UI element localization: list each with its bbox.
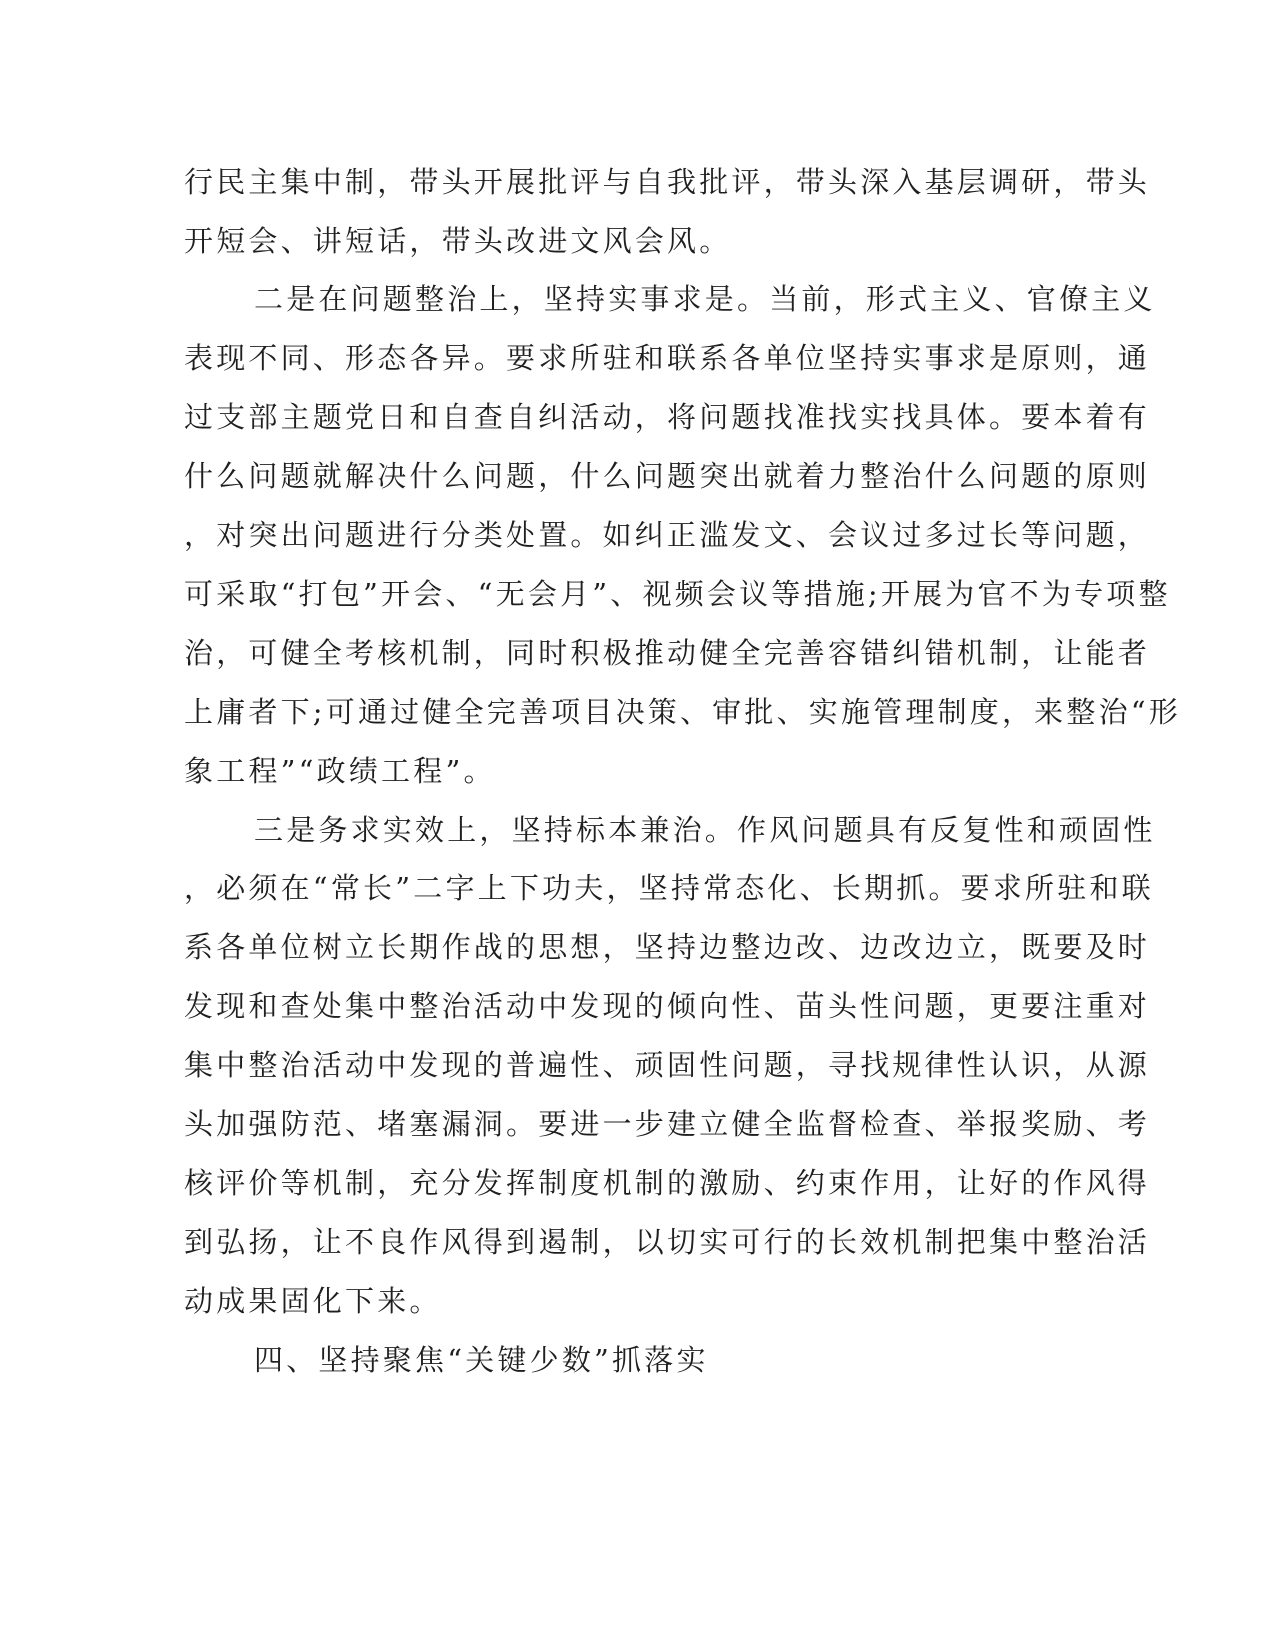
text-line: 象工程”“政绩工程”。 bbox=[184, 754, 496, 788]
text-line: 过支部主题党日和自查自纠活动，将问题找准找实找具体。要本着有 bbox=[184, 400, 1151, 434]
text-line: 治，可健全考核机制，同时积极推动健全完善容错纠错机制，让能者 bbox=[184, 636, 1151, 670]
text-line: ，必须在“常长”二字上下功夫，坚持常态化、长期抓。要求所驻和联 bbox=[184, 871, 1154, 905]
text-line: 系各单位树立长期作战的思想，坚持边整边改、边改边立，既要及时 bbox=[184, 930, 1151, 964]
text-line: 头加强防范、堵塞漏洞。要进一步建立健全监督检查、举报奖励、考 bbox=[184, 1107, 1151, 1141]
text-line: 什么问题就解决什么问题，什么问题突出就着力整治什么问题的原则 bbox=[184, 459, 1151, 493]
text-line: 发现和查处集中整治活动中发现的倾向性、苗头性问题，更要注重对 bbox=[184, 989, 1151, 1023]
text-line: 到弘扬，让不良作风得到遏制，以切实可行的长效机制把集中整治活 bbox=[184, 1225, 1151, 1259]
text-line: 动成果固化下来。 bbox=[184, 1284, 442, 1318]
text-line: 核评价等机制，充分发挥制度机制的激励、约束作用，让好的作风得 bbox=[184, 1166, 1151, 1200]
section-heading: 四、坚持聚焦“关键少数”抓落实 bbox=[254, 1343, 709, 1377]
paragraph-start-line: 二是在问题整治上，坚持实事求是。当前，形式主义、官僚主义 bbox=[254, 282, 1156, 316]
text-line: 集中整治活动中发现的普遍性、顽固性问题，寻找规律性认识，从源 bbox=[184, 1048, 1151, 1082]
text-line: 上庸者下;可通过健全完善项目决策、审批、实施管理制度，来整治“形 bbox=[184, 695, 1181, 729]
text-line: 表现不同、形态各异。要求所驻和联系各单位坚持实事求是原则，通 bbox=[184, 341, 1151, 375]
text-line: 行民主集中制，带头开展批评与自我批评，带头深入基层调研，带头 bbox=[184, 165, 1151, 199]
paragraph-start-line: 三是务求实效上，坚持标本兼治。作风问题具有反复性和顽固性 bbox=[254, 813, 1156, 847]
text-line: 可采取“打包”开会、“无会月”、视频会议等措施;开展为官不为专项整 bbox=[184, 577, 1171, 611]
text-line: 开短会、讲短话，带头改进文风会风。 bbox=[184, 224, 732, 258]
text-line: ，对突出问题进行分类处置。如纠正滥发文、会议过多过长等问题， bbox=[184, 518, 1151, 552]
